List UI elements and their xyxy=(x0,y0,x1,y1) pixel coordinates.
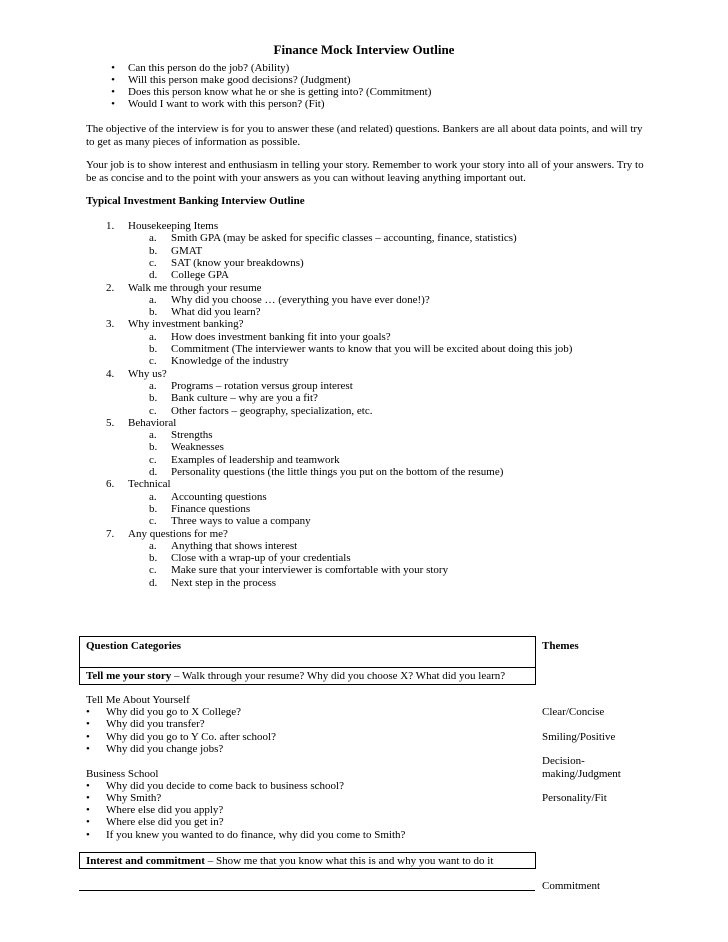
outline-number: 6. xyxy=(106,478,115,491)
outline-sub-item: Other factors – geography, specialization, etc. xyxy=(171,404,373,417)
outline-sub-item: Examples of leadership and teamwork xyxy=(171,453,340,466)
outline-item-label: Walk me through your resume xyxy=(128,281,262,294)
outline-number: 5. xyxy=(106,416,115,429)
outline-item-label: Technical xyxy=(128,478,171,491)
outline-sub-letter: b. xyxy=(149,441,158,454)
outline-sub-item: Commitment (The interviewer wants to know that you will be excited about doing this job) xyxy=(171,343,573,355)
box-border-left xyxy=(79,852,80,869)
outline-sub-letter: b. xyxy=(149,552,158,565)
outline-number: 4. xyxy=(106,367,115,380)
list-item: If you knew you wanted to do finance, why did you come to Smith? xyxy=(106,829,406,841)
answer-line xyxy=(79,890,535,891)
outline-sub-item: SAT (know your breakdowns) xyxy=(171,256,304,269)
theme-personality-fit: Personality/Fit xyxy=(542,792,607,804)
outline-sub-letter: a. xyxy=(149,539,157,552)
bullet-marker: • xyxy=(111,98,115,110)
job-paragraph: Your job is to show interest and enthusiasm in telling your story. Remember to work your story into all of your answers. Try to be as concise and to the point with your answers as you can without leaving anything important out. xyxy=(86,159,644,184)
table-border-left xyxy=(79,636,80,685)
bullet-question: Can this person do the job? (Ability) xyxy=(128,62,290,74)
tell-me-story-text: – Walk through your resume? Why did you choose X? What did you learn? xyxy=(171,670,506,682)
list-item: Where else did you get in? xyxy=(106,816,224,828)
tell-me-story-row xyxy=(86,670,505,683)
bullet-question: Would I want to work with this person? (Fit) xyxy=(128,98,325,110)
outline-sub-item: Bank culture – why are you a fit? xyxy=(171,392,318,405)
outline-sub-letter: c. xyxy=(149,256,157,269)
outline-sub-letter: a. xyxy=(149,293,157,306)
bullet-marker: • xyxy=(111,74,115,86)
col-header-question-categories: Question Categories xyxy=(86,640,182,652)
outline-sub-item: Anything that shows interest xyxy=(171,539,298,552)
outline-sub-letter: b. xyxy=(149,392,158,405)
outline-sub-letter: a. xyxy=(149,429,157,442)
outline-heading: Typical Investment Banking Interview Outline xyxy=(86,195,305,207)
outline-sub-item: College GPA xyxy=(171,269,229,282)
interest-commitment-row xyxy=(86,855,493,868)
bullet-marker: • xyxy=(111,86,115,98)
list-bullet: • xyxy=(86,731,90,743)
list-bullet: • xyxy=(86,792,90,804)
outline-sub-letter: b. xyxy=(149,244,158,257)
bullet-question: Will this person make good decisions? (Judgment) xyxy=(128,74,351,86)
theme-commitment: Commitment xyxy=(542,880,601,892)
list-item: Where else did you apply? xyxy=(106,804,224,816)
outline-sub-item: What did you learn? xyxy=(171,306,261,319)
outline-number: 3. xyxy=(106,318,115,331)
outline-item-label: Any questions for me? xyxy=(128,527,228,540)
col-header-themes: Themes xyxy=(542,640,579,652)
list-item: Why did you change jobs? xyxy=(106,743,224,755)
outline-sub-letter: b. xyxy=(149,343,158,355)
list-bullet: • xyxy=(86,706,90,718)
outline-sub-item: Make sure that your interviewer is comfortable with your story xyxy=(171,564,449,577)
outline-sub-letter: a. xyxy=(149,330,157,343)
outline-sub-item: Accounting questions xyxy=(171,490,267,503)
outline-item-label: Why investment banking? xyxy=(128,318,244,331)
outline-sub-letter: c. xyxy=(149,564,157,577)
outline-sub-letter: c. xyxy=(149,404,157,417)
list-bullet: • xyxy=(86,780,90,792)
outline-sub-item: Strengths xyxy=(171,429,213,442)
interest-commitment-label: Interest and commitment xyxy=(86,855,205,867)
outline-number: 1. xyxy=(106,220,115,232)
box-border-right xyxy=(535,852,536,869)
table-row-divider xyxy=(79,667,536,668)
outline-sub-letter: b. xyxy=(149,502,158,515)
outline-sub-letter: a. xyxy=(149,379,157,392)
outline-sub-letter: a. xyxy=(149,232,157,245)
outline-sub-item: Why did you choose … (everything you have ever done!)? xyxy=(171,293,430,306)
outline-sub-item: Personality questions (the little things you put on the bottom of the resume) xyxy=(171,466,504,478)
outline-sub-item: Programs – rotation versus group interest xyxy=(171,379,353,392)
outline-sub-letter: a. xyxy=(149,490,157,503)
outline-number: 2. xyxy=(106,281,115,294)
outline-sub-item: Weaknesses xyxy=(171,441,224,454)
outline-sub-letter: c. xyxy=(149,515,157,528)
page-title: Finance Mock Interview Outline xyxy=(273,42,455,57)
table-row-divider xyxy=(79,684,536,685)
business-school-heading: Business School xyxy=(86,768,159,780)
objective-paragraph: The objective of the interview is for you to answer these (and related) questions. Bankers are all about data points, and will try to get as many pieces of information as possible. xyxy=(86,123,643,148)
theme-making-judgment: making/Judgment xyxy=(542,768,621,780)
theme-decision: Decision- xyxy=(542,755,585,767)
outline-sub-item: How does investment banking fit into your goals? xyxy=(171,330,391,343)
list-item: Why did you go to X College? xyxy=(106,706,242,718)
list-item: Why did you transfer? xyxy=(106,718,205,730)
outline-sub-item: GMAT xyxy=(171,244,203,257)
outline-number: 7. xyxy=(106,527,115,540)
outline-sub-letter: d. xyxy=(149,466,158,478)
interest-commitment-text: – Show me that you know what this is and why you want to do it xyxy=(204,855,494,867)
list-bullet: • xyxy=(86,804,90,816)
outline-item-label: Why us? xyxy=(128,367,167,380)
box-border-top xyxy=(79,852,536,853)
table-border-right xyxy=(535,636,536,685)
list-item: Why did you go to Y Co. after school? xyxy=(106,731,276,743)
tell-me-about-yourself-heading: Tell Me About Yourself xyxy=(86,694,190,706)
outline-sub-letter: c. xyxy=(149,355,157,368)
outline-item-label: Housekeeping Items xyxy=(128,220,219,232)
outline-sub-letter: c. xyxy=(149,453,157,466)
box-border-bottom xyxy=(79,868,536,869)
bullet-marker: • xyxy=(111,62,115,74)
table-border-top xyxy=(79,636,536,637)
list-bullet: • xyxy=(86,829,90,841)
outline-sub-letter: d. xyxy=(149,269,158,282)
bullet-question: Does this person know what he or she is getting into? (Commitment) xyxy=(128,86,432,98)
outline-sub-letter: b. xyxy=(149,306,158,319)
list-item: Why Smith? xyxy=(106,792,162,804)
list-item: Why did you decide to come back to business school? xyxy=(106,780,344,792)
outline-sub-item: Finance questions xyxy=(171,502,251,515)
outline-sub-item: Smith GPA (may be asked for specific classes – accounting, finance, statistics) xyxy=(171,232,517,245)
outline-sub-letter: d. xyxy=(149,576,158,589)
theme-smiling-positive: Smiling/Positive xyxy=(542,731,616,743)
list-bullet: • xyxy=(86,718,90,730)
theme-clear-concise: Clear/Concise xyxy=(542,706,605,718)
outline-item-label: Behavioral xyxy=(128,416,177,429)
list-bullet: • xyxy=(86,816,90,828)
outline-sub-item: Three ways to value a company xyxy=(171,515,311,528)
outline-sub-item: Close with a wrap-up of your credentials xyxy=(171,552,351,565)
tell-me-story-label: Tell me your story xyxy=(86,670,172,682)
outline-sub-item: Knowledge of the industry xyxy=(171,355,289,368)
list-bullet: • xyxy=(86,743,90,755)
outline-sub-item: Next step in the process xyxy=(171,576,277,589)
